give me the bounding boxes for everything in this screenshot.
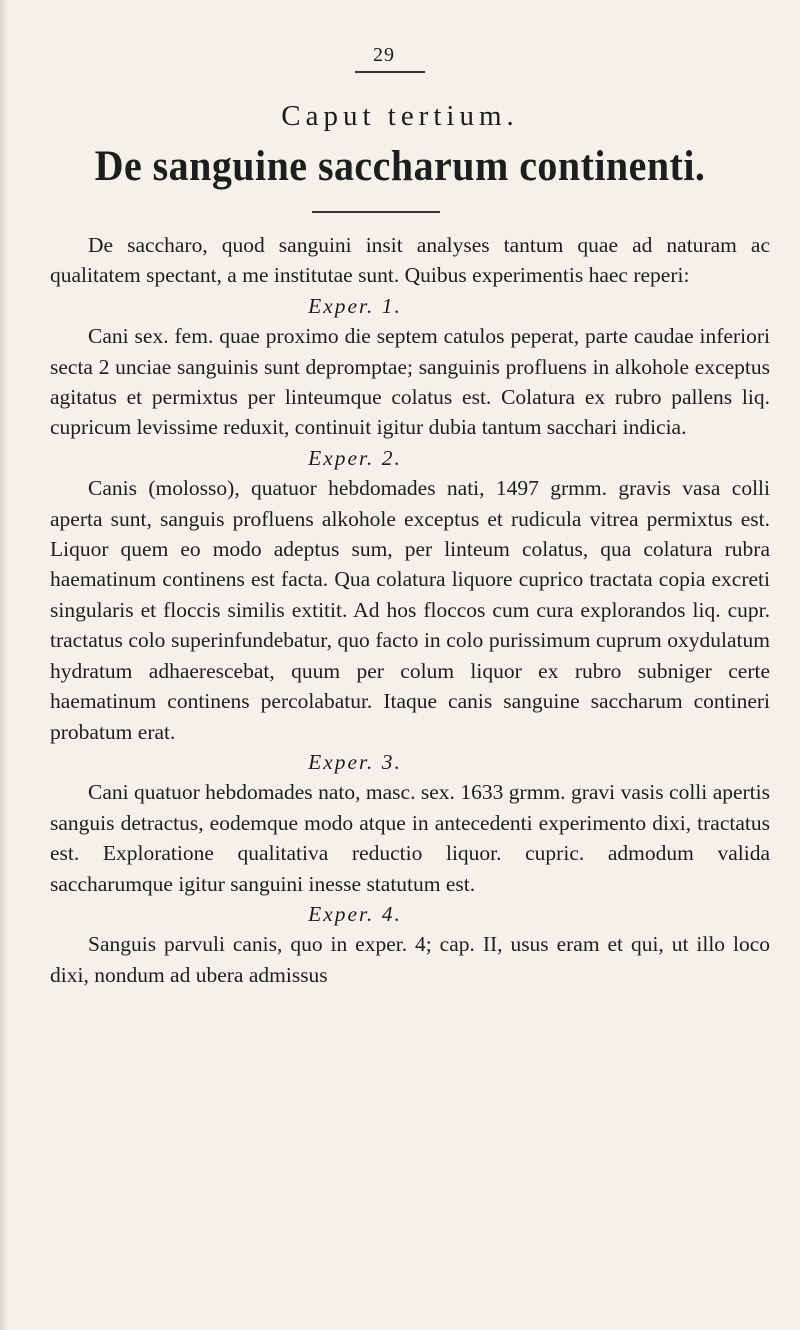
paragraph-intro: De saccharo, quod sanguini insit analyses tantum quae ad naturam ac qualitatem spectant, a me institutae sunt. Quibus experimentis haec reperi: <box>50 233 770 288</box>
chapter-heading: Caput tertium. <box>281 100 519 132</box>
body-text <box>50 230 770 990</box>
paragraph-experiment-2: Canis (molosso), quatuor hebdomades nati, 1497 grmm. gravis vasa colli aperta sunt, sanguis profluens alkohole exceptus et rudicula vitrea permixtus est. Liquor quem eo modo adeptus sum, per linteum colatus, qua colatura rubra haematinum continens est facta. Qua colatura liquore cuprico tractata copia excreti singularis et floccis similis extitit. Ad hos floccos cum cura explorandos liq. cupr. tractatus colo superinfundebatur, quo facto in colo purissimum cuprum oxydulatum hydratum adhaerescebat, quum per colum liquor ex rubro subniger certe haematinum continens percolabatur. Itaque canis sanguine saccharum contineri probatum erat. <box>50 476 770 744</box>
experiment-heading-2: Exper. 2. <box>308 445 402 470</box>
experiment-heading-3: Exper. 3. <box>308 749 402 774</box>
page-number: 29 <box>373 44 395 66</box>
paragraph-experiment-1: Cani sex. fem. quae proximo die septem catulos peperat, parte caudae inferiori secta 2 unciae sanguinis sunt depromptae; sanguinis profluens in alkohole exceptus agitatus et permixtus per linteumque colatus est. Colatura ex rubro pallens liq. cupricum levissime reduxit, continuit igitur dubia tantum sacchari indicia. <box>50 324 770 440</box>
paragraph-experiment-4: Sanguis parvuli canis, quo in exper. 4; cap. II, usus eram et qui, ut illo loco dixi, nondum ad ubera admissus <box>50 932 770 987</box>
title-divider <box>312 211 440 213</box>
experiment-heading-1: Exper. 1. <box>308 293 402 318</box>
page-edge-shadow <box>0 0 8 1330</box>
page-number-rule <box>355 71 425 73</box>
experiment-heading-4: Exper. 4. <box>308 901 402 926</box>
paragraph-experiment-3: Cani quatuor hebdomades nato, masc. sex. 1633 grmm. gravi vasis colli apertis sanguis detractus, eodemque modo atque in antecedenti experimento dixi, tractatus est. Exploratione qualitativa reductio liquor. cupric. admodum valida saccharumque igitur sanguini inesse statutum est. <box>50 780 770 896</box>
chapter-title: De sanguine saccharum continenti. <box>94 143 706 190</box>
